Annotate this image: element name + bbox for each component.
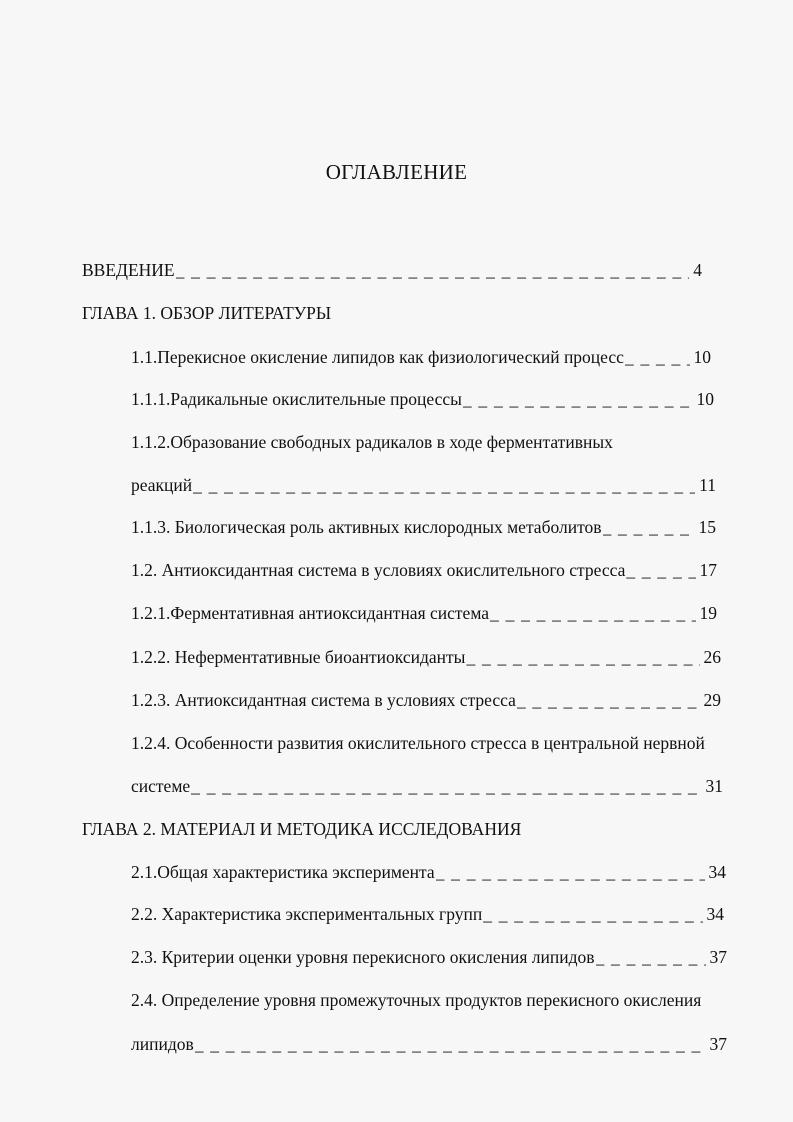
toc-leader	[176, 260, 690, 281]
toc-leader	[625, 347, 690, 368]
toc-entry-text: 1.2.1.Ферментативная антиоксидантная система	[131, 603, 490, 623]
toc-entry-text: 2.2. Характеристика экспериментальных групп	[131, 904, 483, 924]
toc-entry-1-2	[131, 560, 717, 581]
toc-entry-2-3	[131, 947, 727, 968]
toc-page-number: 15	[698, 517, 716, 537]
toc-entry-text: 1.2. Антиоксидантная система в условиях окислительного стресса	[131, 560, 626, 580]
toc-chapter-1-heading: ГЛАВА 1. ОБЗОР ЛИТЕРАТУРЫ	[82, 303, 332, 323]
toc-entry-1-2-3	[131, 690, 721, 711]
toc-entry-1-1	[131, 347, 711, 368]
toc-page-number: 37	[709, 1034, 727, 1054]
toc-page-number: 26	[703, 647, 721, 667]
toc-entry-text: реакций	[131, 475, 193, 495]
toc-page-number: 34	[708, 862, 726, 882]
toc-page-number: 31	[705, 776, 723, 796]
toc-entry-text: ВВЕДЕНИЕ	[82, 260, 175, 280]
toc-entry-2-2	[131, 904, 724, 925]
toc-leader	[483, 904, 702, 925]
toc-entry-text: липидов	[131, 1034, 194, 1054]
toc-entry-1-2-2	[131, 647, 721, 668]
toc-entry-1-2-4	[131, 776, 723, 797]
toc-entry-1-1-3	[131, 517, 716, 538]
toc-page-number: 10	[693, 347, 711, 367]
toc-page-number: 34	[706, 904, 724, 924]
toc-entry-1-1-1	[131, 389, 714, 410]
toc-page-number: 10	[696, 389, 714, 409]
toc-page-number: 29	[703, 690, 721, 710]
toc-leader	[517, 690, 700, 711]
toc-entry-1-1-2-line1: 1.1.2.Образование свободных радикалов в ходе ферментативных	[131, 432, 613, 452]
toc-page-number: 19	[699, 603, 717, 623]
toc-entry-introduction	[82, 260, 702, 281]
toc-entry-1-2-1	[131, 603, 717, 624]
toc-leader	[626, 560, 695, 581]
toc-entry-text: 1.1.1.Радикальные окислительные процессы	[131, 389, 462, 409]
toc-entry-text: системе	[131, 776, 191, 796]
toc-leader	[193, 475, 695, 496]
toc-entry-1-2-4-line1: 1.2.4. Особенности развития окислительного стресса в центральной нервной	[131, 733, 705, 753]
toc-entry-2-4	[131, 1034, 727, 1055]
toc-entry-text: 1.2.2. Неферментативные биоантиоксиданты	[131, 647, 466, 667]
toc-leader	[191, 776, 701, 797]
toc-page-number: 4	[693, 260, 702, 280]
toc-leader	[463, 389, 693, 410]
toc-entry-text: 1.1.Перекисное окисление липидов как физиологический процесс	[131, 347, 624, 367]
toc-leader	[490, 603, 695, 624]
toc-entry-1-1-2	[131, 475, 716, 496]
toc-entry-2-4-line1: 2.4. Определение уровня промежуточных продуктов перекисного окисления	[131, 990, 702, 1010]
toc-leader	[195, 1034, 706, 1055]
toc-leader	[596, 947, 706, 968]
toc-entry-text: 2.1.Общая характеристика эксперимента	[131, 862, 435, 882]
page-title: ОГЛАВЛЕНИЕ	[325, 160, 468, 184]
toc-leader	[603, 517, 695, 538]
toc-chapter-2-heading: ГЛАВА 2. МАТЕРИАЛ И МЕТОДИКА ИССЛЕДОВАНИЯ	[82, 819, 522, 839]
toc-entry-text: 1.1.3. Биологическая роль активных кислородных метаболитов	[131, 517, 602, 537]
toc-leader	[466, 647, 699, 668]
toc-page-number: 17	[699, 560, 717, 580]
toc-entry-text: 1.2.3. Антиоксидантная система в условиях стресса	[131, 690, 516, 710]
toc-entry-text: 2.3. Критерии оценки уровня перекисного окисления липидов	[131, 947, 595, 967]
toc-page-number: 37	[709, 947, 727, 967]
toc-leader	[436, 862, 705, 883]
toc-page-number: 11	[699, 475, 716, 495]
toc-entry-2-1	[131, 862, 726, 883]
